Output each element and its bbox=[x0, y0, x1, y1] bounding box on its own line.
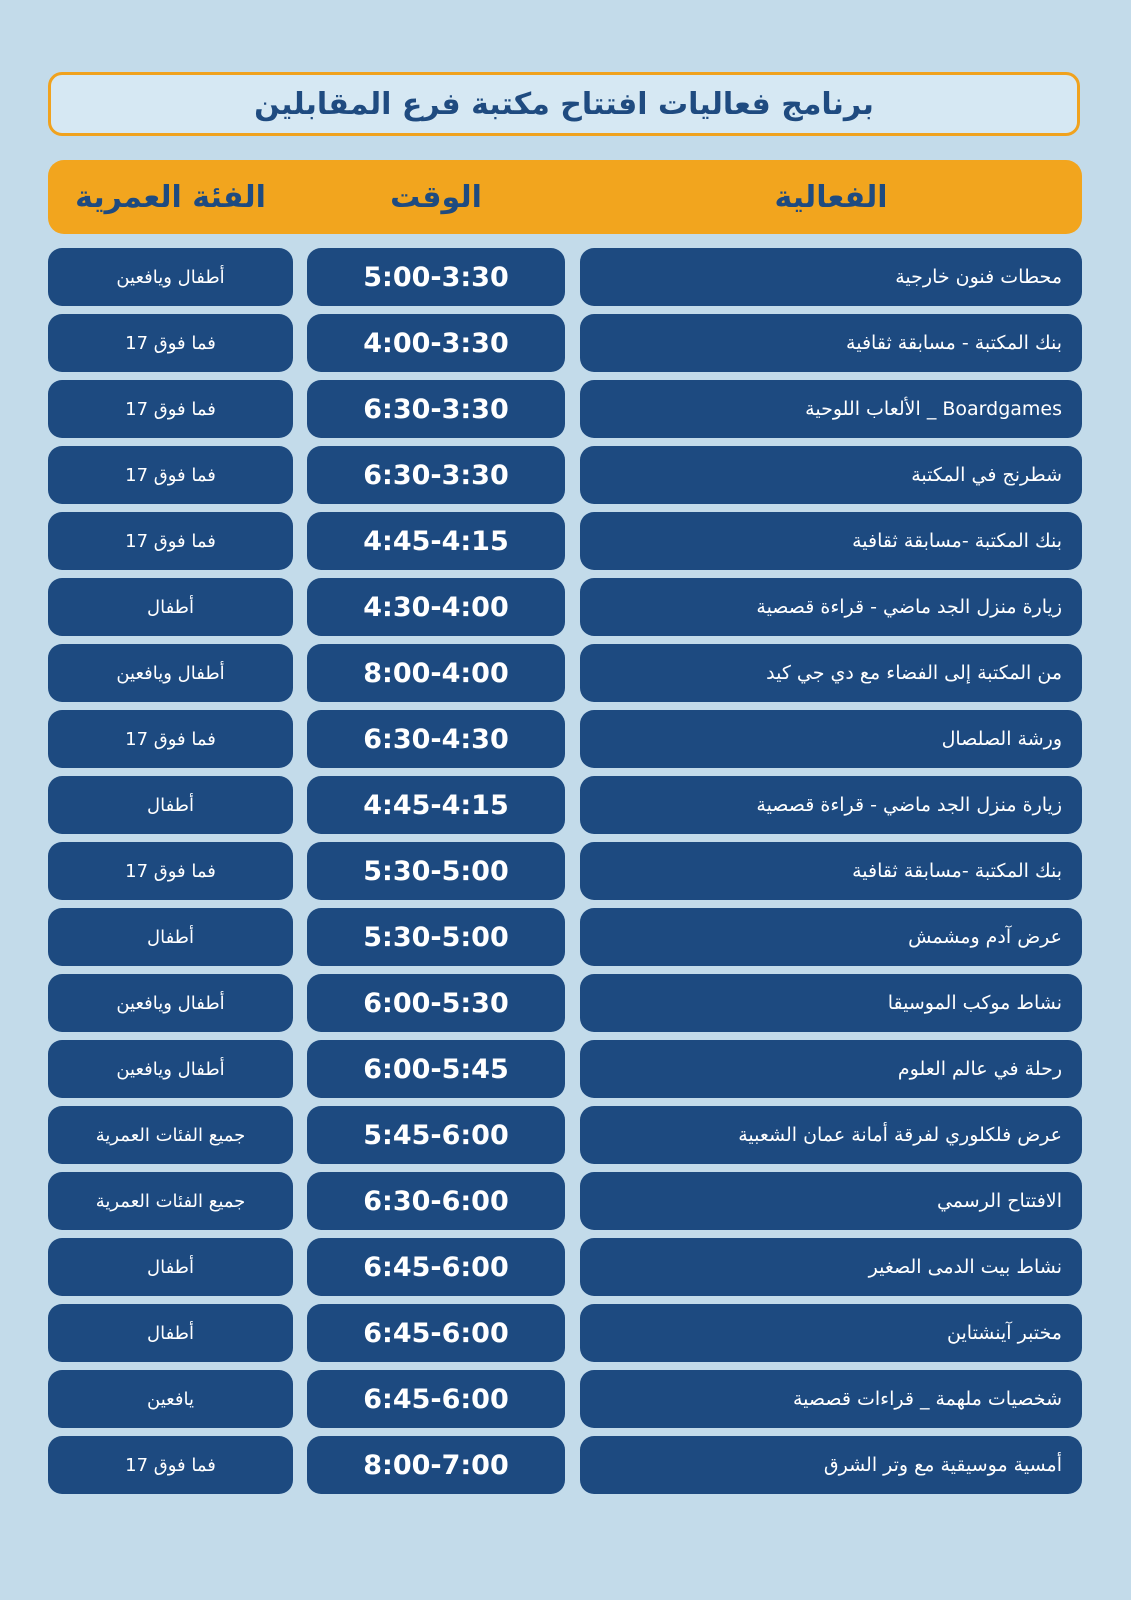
activity-cell: من المكتبة إلى الفضاء مع دي جي كيد bbox=[580, 644, 1082, 702]
age-cell: أطفال bbox=[48, 776, 293, 834]
time-cell: 6:30-4:30 bbox=[307, 710, 565, 768]
time-cell: 6:45-6:00 bbox=[307, 1304, 565, 1362]
table-row bbox=[48, 1370, 1082, 1428]
age-cell: أطفال bbox=[48, 1238, 293, 1296]
time-cell: 4:45-4:15 bbox=[307, 512, 565, 570]
activity-cell: محطات فنون خارجية bbox=[580, 248, 1082, 306]
time-cell: 6:00-5:45 bbox=[307, 1040, 565, 1098]
age-cell: أطفال bbox=[48, 1304, 293, 1362]
page-title: برنامج فعاليات افتتاح مكتبة فرع المقابلين bbox=[254, 86, 874, 122]
table-row bbox=[48, 578, 1082, 636]
activity-cell: شطرنج في المكتبة bbox=[580, 446, 1082, 504]
time-cell: 6:00-5:30 bbox=[307, 974, 565, 1032]
table-row bbox=[48, 1040, 1082, 1098]
activity-cell: أمسية موسيقية مع وتر الشرق bbox=[580, 1436, 1082, 1494]
table-row bbox=[48, 512, 1082, 570]
age-cell: فما فوق 17 bbox=[48, 512, 293, 570]
age-cell: فما فوق 17 bbox=[48, 314, 293, 372]
age-cell: أطفال ويافعين bbox=[48, 974, 293, 1032]
time-cell: 5:45-6:00 bbox=[307, 1106, 565, 1164]
activity-cell: الافتتاح الرسمي bbox=[580, 1172, 1082, 1230]
header-activity: الفعالية bbox=[774, 179, 888, 215]
table-row bbox=[48, 314, 1082, 372]
table-row bbox=[48, 380, 1082, 438]
time-cell: 4:30-4:00 bbox=[307, 578, 565, 636]
age-cell: أطفال ويافعين bbox=[48, 644, 293, 702]
table-row bbox=[48, 248, 1082, 306]
activity-cell: بنك المكتبة -مسابقة ثقافية bbox=[580, 512, 1082, 570]
table-row bbox=[48, 1238, 1082, 1296]
activity-cell: عرض فلكلوري لفرقة أمانة عمان الشعبية bbox=[580, 1106, 1082, 1164]
table-header bbox=[48, 160, 1082, 234]
table-row bbox=[48, 446, 1082, 504]
time-cell: 6:30-3:30 bbox=[307, 380, 565, 438]
time-cell: 6:45-6:00 bbox=[307, 1370, 565, 1428]
activity-cell: زيارة منزل الجد ماضي - قراءة قصصية bbox=[580, 578, 1082, 636]
activity-cell: Boardgames _ الألعاب اللوحية bbox=[580, 380, 1082, 438]
age-cell: أطفال bbox=[48, 908, 293, 966]
activity-cell: زيارة منزل الجد ماضي - قراءة قصصية bbox=[580, 776, 1082, 834]
activity-cell: ورشة الصلصال bbox=[580, 710, 1082, 768]
time-cell: 4:00-3:30 bbox=[307, 314, 565, 372]
table-row bbox=[48, 1106, 1082, 1164]
time-cell: 5:00-3:30 bbox=[307, 248, 565, 306]
activity-cell: بنك المكتبة -مسابقة ثقافية bbox=[580, 842, 1082, 900]
time-cell: 6:30-6:00 bbox=[307, 1172, 565, 1230]
age-cell: جميع الفئات العمرية bbox=[48, 1172, 293, 1230]
activity-cell: مختبر آينشتاين bbox=[580, 1304, 1082, 1362]
table-row bbox=[48, 1172, 1082, 1230]
age-cell: فما فوق 17 bbox=[48, 842, 293, 900]
age-cell: أطفال ويافعين bbox=[48, 248, 293, 306]
table-row bbox=[48, 1304, 1082, 1362]
age-cell: فما فوق 17 bbox=[48, 1436, 293, 1494]
activity-cell: نشاط موكب الموسيقا bbox=[580, 974, 1082, 1032]
table-row bbox=[48, 644, 1082, 702]
time-cell: 8:00-4:00 bbox=[307, 644, 565, 702]
table-row bbox=[48, 1436, 1082, 1494]
activity-cell: عرض آدم ومشمش bbox=[580, 908, 1082, 966]
age-cell: أطفال bbox=[48, 578, 293, 636]
activity-cell: نشاط بيت الدمى الصغير bbox=[580, 1238, 1082, 1296]
time-cell: 8:00-7:00 bbox=[307, 1436, 565, 1494]
activity-cell: شخصيات ملهمة _ قراءات قصصية bbox=[580, 1370, 1082, 1428]
table-row bbox=[48, 908, 1082, 966]
table-row bbox=[48, 776, 1082, 834]
time-cell: 5:30-5:00 bbox=[307, 842, 565, 900]
time-cell: 6:30-3:30 bbox=[307, 446, 565, 504]
activity-cell: رحلة في عالم العلوم bbox=[580, 1040, 1082, 1098]
header-time: الوقت bbox=[390, 179, 482, 215]
age-cell: فما فوق 17 bbox=[48, 446, 293, 504]
time-cell: 5:30-5:00 bbox=[307, 908, 565, 966]
header-age-group: الفئة العمرية bbox=[75, 179, 266, 215]
age-cell: أطفال ويافعين bbox=[48, 1040, 293, 1098]
title-box bbox=[48, 72, 1080, 136]
table-row bbox=[48, 710, 1082, 768]
age-cell: فما فوق 17 bbox=[48, 380, 293, 438]
table-row bbox=[48, 842, 1082, 900]
activity-cell: بنك المكتبة - مسابقة ثقافية bbox=[580, 314, 1082, 372]
time-cell: 4:45-4:15 bbox=[307, 776, 565, 834]
age-cell: جميع الفئات العمرية bbox=[48, 1106, 293, 1164]
age-cell: يافعين bbox=[48, 1370, 293, 1428]
table-row bbox=[48, 974, 1082, 1032]
time-cell: 6:45-6:00 bbox=[307, 1238, 565, 1296]
age-cell: فما فوق 17 bbox=[48, 710, 293, 768]
